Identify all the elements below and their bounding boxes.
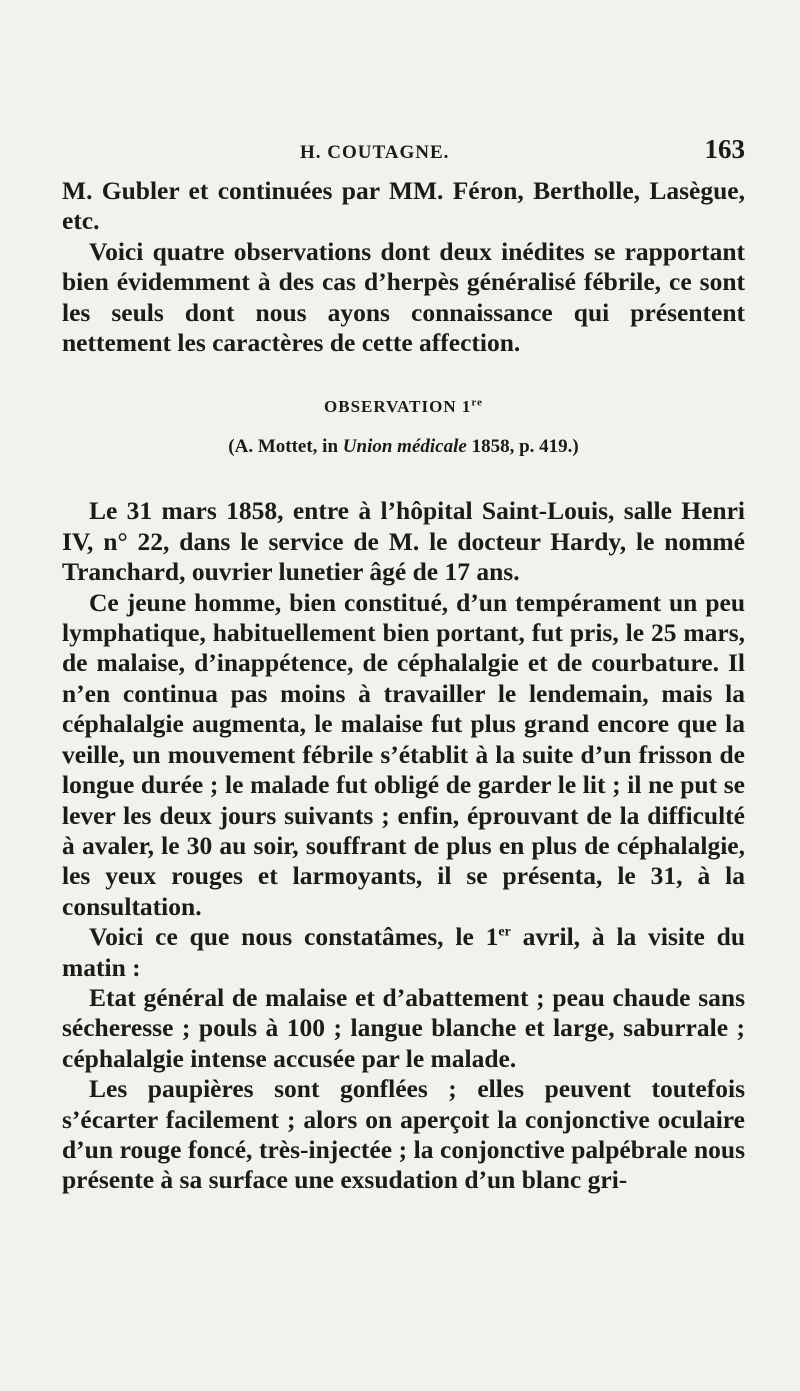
paragraph-general-state: Etat général de malaise et d’abattement ; peau chaude sans sécheresse ; pouls à 100 ; langue blanche et large, saburrale ; céphalalgie intense accusée par le malade.	[62, 982, 745, 1073]
paragraph-continuation: M. Gubler et continuées par MM. Féron, Bertholle, Lasègue, etc.	[62, 176, 745, 236]
paragraph-history: Ce jeune homme, bien constitué, d’un tempérament un peu lymphatique, habituellement bien portant, fut pris, le 25 mars, de malaise, d’inappétence, de céphalalgie et de courbature. Il n’en continua pas moins à travailler le lendemain, mais la céphalalgie augmenta, le malaise fut plus grand encore que la veille, un mouvement fébrile s’établit à la suite d’un frisson de longue durée ; le malade fut obligé de garder le lit ; il ne put se lever les deux jours suivants ; enfin, éprouvant de la difficulté à avaler, le 30 au soir, souffrant de plus en plus de céphalalgie, les yeux rouges et larmoyants, il se présenta, le 31, à la consultation.	[62, 587, 745, 921]
page-header	[62, 132, 745, 172]
paragraph-eyelids: Les paupières sont gonflées ; elles peuvent toutefois s’écarter facilement ; alors on aperçoit la conjonctive oculaire d’un rouge foncé, très-injectée ; la conjonctive palpébrale nous présente à sa surface une exsudation d’un blanc gri-	[62, 1074, 745, 1195]
observation-title: OBSERVATION 1	[324, 397, 472, 417]
exam-intro-text-end: avril, à la visite du matin :	[62, 922, 745, 982]
paragraph-admission: Le 31 mars 1858, entre à l’hôpital Saint-Louis, salle Henri IV, n° 22, dans le service de M. le docteur Hardy, le nommé Tranchard, ouvrier lunetier âgé de 17 ans.	[62, 496, 745, 587]
paragraph-intro: Voici quatre observations dont deux inédites se rapportant bien évidemment à des cas d’herpès généralisé fébrile, ce sont les seuls dont nous ayons connaissance qui présentent nettement les caractères de cette affection.	[62, 236, 745, 358]
observation-source	[62, 432, 745, 462]
running-head: H. COUTAGNE.	[300, 142, 450, 163]
observation-title-sup: re	[471, 396, 483, 409]
page-body	[62, 176, 745, 1196]
exam-intro-sup: er	[498, 924, 511, 940]
observation-heading	[62, 392, 745, 422]
paragraph-exam-intro	[62, 922, 745, 983]
source-close: 1858, p. 419.)	[466, 436, 579, 458]
source-journal: Union médicale	[342, 436, 467, 458]
source-open: (A. Mottet, in	[228, 436, 343, 458]
page-number: 163	[704, 134, 745, 164]
exam-intro-text: Voici ce que nous constatâmes, le 1	[89, 922, 499, 952]
